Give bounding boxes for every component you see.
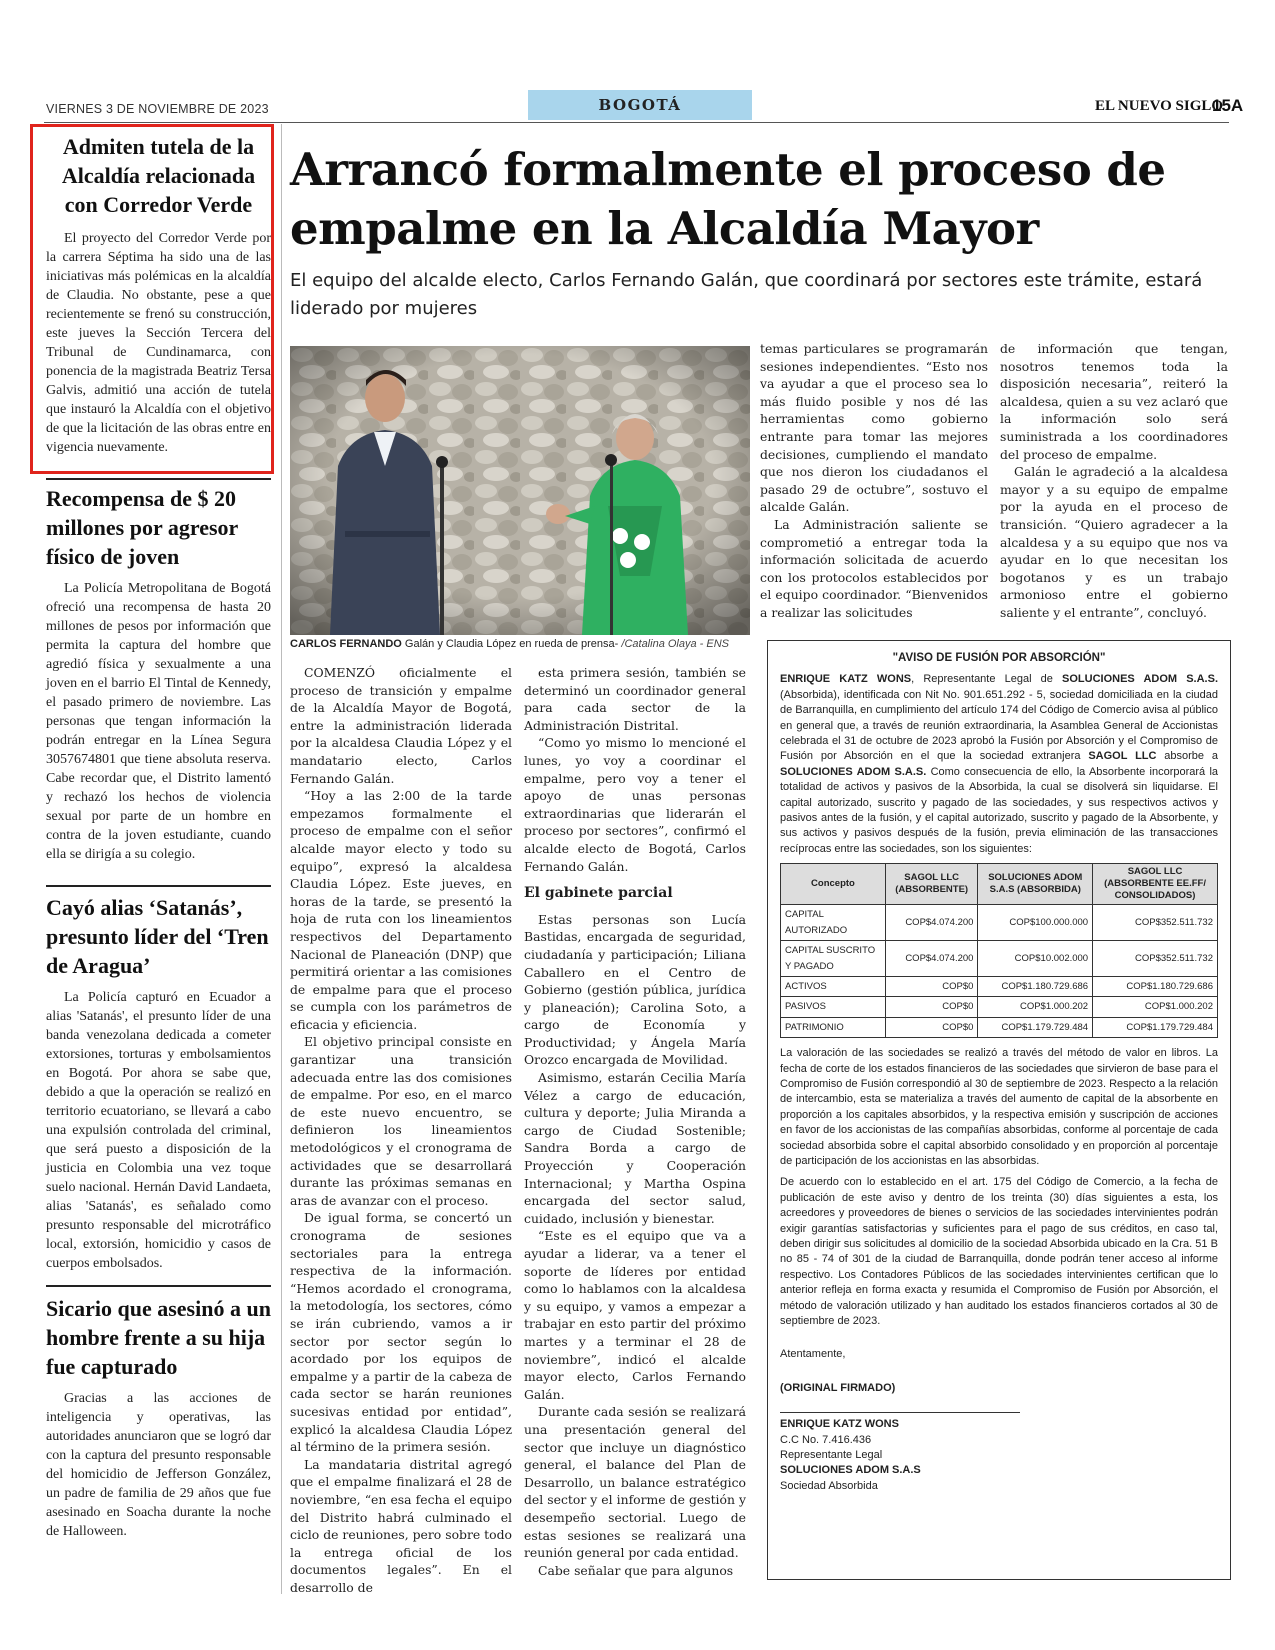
notice-name: ENRIQUE KATZ WONS (780, 673, 912, 686)
paragraph: “Como yo mismo lo mencioné el lunes, yo voy a coordinar el empalme, pero voy a tener el apoyo de unas personas extraordinarias que liderarán el proceso por sectores”, confirmó el alcalde electo de Bogotá, Carlos Fernando Galán. (524, 735, 746, 874)
notice-title: "AVISO DE FUSIÓN POR ABSORCIÓN" (892, 652, 1106, 664)
photo-illustration (290, 346, 750, 635)
signer-company-role: Sociedad Absorbida (780, 1479, 878, 1492)
table-cell: PASIVOS (781, 997, 886, 1017)
table-header: SAGOL LLC (ABSORBENTE) (885, 864, 978, 905)
article-photo (290, 346, 750, 635)
notice-intro (780, 672, 1218, 857)
brief-title: Sicario que asesinó a un hombre frente a su hija fue capturado (46, 1296, 271, 1379)
header-rule (44, 122, 1229, 123)
paragraph: Cabe señalar que para algunos (538, 1562, 734, 1578)
brief-3 (46, 893, 271, 1273)
signer-role: Representante Legal (780, 1449, 883, 1462)
table-row (781, 997, 1218, 1017)
subheadline: El equipo del alcalde electo, Carlos Fernando Galán, que coordinará por sectores este trámite, estará liderado por mujeres (290, 270, 1203, 319)
paragraph: de información que tengan, nosotros tenemos toda la disposición necesaria”, reiteró la alcaldesa, quien a su vez aclaró que la información solo será suministrada a los coordinadores del proceso de empalme. (1000, 341, 1228, 462)
table-cell: CAPITAL AUTORIZADO (781, 905, 886, 941)
table-row (781, 905, 1218, 941)
table-cell: COP$1.180.729.686 (1093, 976, 1218, 996)
signature-line (780, 1412, 1020, 1413)
divider (46, 1285, 271, 1287)
table-cell: COP$1.000.202 (1093, 997, 1218, 1017)
article-column-1 (290, 664, 512, 1596)
page-number: 15A (1212, 96, 1244, 115)
article-column-2 (524, 664, 746, 1579)
table-cell: COP$0 (885, 997, 978, 1017)
brief-body: Gracias a las acciones de inteligencia y operativas, las autoridades anunciaron que se logró dar con la captura del presunto responsable del homicidio de Jefferson González, un padre de familia de 29 años que fue asesinado en Soacha durante la noche de Halloween. (46, 1391, 271, 1539)
table-cell: COP$1.180.729.686 (978, 976, 1093, 996)
paragraph: La mandataria distrital agregó que el empalme finalizará el 28 de noviembre, “en esa fecha el equipo del Distrito habrá culminado el ciclo de reuniones, pero sobre todo la entrega oficial de los documentos legales”. En el desarrollo de (290, 1456, 512, 1595)
table-row (781, 1017, 1218, 1037)
masthead: EL NUEVO SIGLO (1095, 98, 1224, 114)
table-header: SOLUCIONES ADOM S.A.S (ABSORBIDA) (978, 864, 1093, 905)
table-header-row (781, 864, 1218, 905)
signature-block (780, 1347, 1218, 1494)
table-cell: COP$4.074.200 (885, 905, 978, 941)
table-cell: COP$10.002.000 (978, 941, 1093, 977)
table-header: SAGOL LLC (ABSORBENTE EE.FF/ CONSOLIDADOS) (1093, 864, 1218, 905)
notice-text: , Representante Legal de (911, 673, 1063, 686)
brief-body: La Policía capturó en Ecuador a alias 'Satanás', el presunto líder de una banda venezolana dedicada a cometer extorsiones, torturas y embolsamientos en Bogotá. Por ahora se sabe que, debido a que la operación se realizó en territorio ecuatoriano, se llevará a cabo una expulsión controlada del criminal, que será puesto a disposición de la justicia en Colombia una vez toque suelo nacional. Hernán David Landaeta, alias 'Satanás', es señalado como presunto responsable del microtráfico local, extorsión, homicidio y casos de cuerpos embolsados. (46, 990, 271, 1271)
notice-company: SOLUCIONES ADOM S.A.S. (1062, 673, 1219, 686)
paragraph: Asimismo, estarán Cecilia María Vélez a cargo de educación, cultura y deporte; Julia Miranda a cargo de Ciudad Sostenible; Sandra Borda a cargo de Proyección y Cooperación Internacional; y Martha Ospina encargada del sector salud, cuidado, inclusión y bienestar. (524, 1070, 746, 1226)
issue-date: VIERNES 3 DE NOVIEMBRE DE 2023 (46, 102, 269, 116)
divider (46, 478, 271, 480)
table-cell: COP$0 (885, 1017, 978, 1037)
legal-notice (767, 640, 1231, 1580)
brief-title: Cayó alias ‘Satanás’, presunto líder del ‘Tren de Aragua’ (46, 895, 269, 978)
brief-title: Admiten tutela de la Alcaldía relacionada con Corredor Verde (61, 134, 256, 217)
fusion-table (780, 863, 1218, 1038)
notice-paragraph: De acuerdo con lo establecido en el art. 175 del Código de Comercio, a la fecha de publicación de este aviso y dentro de los treinta (30) días siguientes a esta, los acreedores y proveedores de bienes o servicios de las sociedades intervinientes podrán exigir garantías satisfactorias y suficientes para el pago de sus créditos, en caso tal, deben dirigir sus solicitudes al domicilio de la sociedad Absorbida ubicado en la Cra. 51 B no 85 - 74 of 301 de la ciudad de Barranquilla, donde podrán tener acceso al informe respectivo. Los Contadores Públicos de las sociedades intervinientes certifican que lo anterior refleja en forma exacta y resumida el Compromiso de Fusión por Absorción, el método de valoración utilizado y han auditado los estados financieros cortados al 30 de septiembre de 2023. (780, 1176, 1218, 1328)
table-cell: PATRIMONIO (781, 1017, 886, 1037)
headline: Arrancó formalmente el proceso de empalme en la Alcaldía Mayor (290, 143, 1166, 255)
table-cell: COP$352.511.732 (1093, 905, 1218, 941)
table-cell: COP$4.074.200 (885, 941, 978, 977)
paragraph: “Este es el equipo que va a ayudar a liderar, va a tener el soporte de líderes por entidad como lo hablamos con la alcaldesa y su equipo, y vamos a empezar a trabajar en esto partir del próximo martes y a terminar el 28 de noviembre”, indicó el alcalde mayor electo, Carlos Fernando Galán. (524, 1228, 746, 1402)
brief-4 (46, 1294, 271, 1541)
caption-text: Galán y Claudia López en rueda de prensa- (404, 638, 619, 650)
paragraph: esta primera sesión, también se determinó un coordinador general para cada sector de la Administración Distrital. (524, 665, 746, 733)
brief-body: El proyecto del Corredor Verde por la carrera Séptima ha sido una de las iniciativas más polémicas en la alcaldía de Claudia. No obstante, pese a que recientemente se frenó su construcción, este jueves la Sección Tercera del Tribunal de Cundinamarca, con ponencia de la magistrada Beatriz Tersa Galvis, admitió una acción de tutela que instauró la Alcaldía con el objetivo de que la licitación de las obras entre en vigencia nuevamente. (46, 231, 271, 455)
table-row (781, 941, 1218, 977)
paragraph: De igual forma, se concertó un cronograma de sesiones sectoriales para la entrega respectiva de la información. “Hemos acordado el cronograma, la metodología, los sectores, cómo se irán cubriendo, vamos a ir sector por sector según lo acordado por los equipos de empalme y a partir de la cabeza de cada sector se harán reuniones sucesivas entidad por entidad”, explicó la alcaldesa Claudia López al término de la primera sesión. (290, 1210, 512, 1455)
brief-2 (46, 484, 271, 864)
paragraph: El objetivo principal consiste en garantizar una transición adecuada entre las dos comisiones de empalme. Por eso, en el marco de este nuevo encuentro, se definieron los lineamientos metodológicos y el cronograma de actividades que se desarrollará durante las próximas semanas en aras de avanzar con el proceso. (290, 1034, 512, 1208)
table-row (781, 976, 1218, 996)
section-subtitle: El gabinete parcial (524, 885, 673, 902)
signer-company: SOLUCIONES ADOM S.A.S (780, 1464, 921, 1477)
paragraph: Durante cada sesión se realizará una presentación general del sector que incluye un diagnóstico general, el balance del Plan de Desarrollo, un balance estratégico del sector y el informe de gestión y desempeño sectorial. Luego de estas sesiones se realizará una reunión general por cada entidad. (524, 1404, 746, 1561)
table-cell: COP$100.000.000 (978, 905, 1093, 941)
photo-caption (290, 638, 750, 650)
paragraph: “Hoy a las 2:00 de la tarde empezamos formalmente el proceso de empalme con el señor alcalde mayor electo y todo su equipo”, expresó la alcaldesa Claudia López. Este jueves, en horas de la tarde, se presentó la hoja de ruta con los lineamientos respectivos del Departamento Nacional de Planeación (DNP) que permitirá orientar a las comisiones de empalme para que el proceso se cumpla con los parámetros de eficacia y eficiencia. (290, 788, 512, 1032)
table-cell: COP$1.000.202 (978, 997, 1093, 1017)
table-cell: COP$352.511.732 (1093, 941, 1218, 977)
brief-body: La Policía Metropolitana de Bogotá ofreció una recompensa de hasta 20 millones de pesos por información que permita la captura del hombre que agredió física y sexualmente a una joven en el barrio El Tintal de Kennedy, el pasado primero de noviembre. Las personas que tengan información la podrán entregar en la Línea Segura 3057674801 que tiene absoluta reserva. Cabe recordar que, el Distrito lamentó y rechazó los hechos de violencia sexual por parte de un hombre en contra de la joven estudiante, cuando ella se dirigía a su colegio. (46, 581, 271, 862)
signer-name: ENRIQUE KATZ WONS (780, 1418, 899, 1431)
brief-title: Recompensa de $ 20 millones por agresor físico de joven (46, 486, 238, 569)
paragraph: Estas personas son Lucía Bastidas, encargada de seguridad, ciudadanía y participación; Liliana Caballero en el Centro de Gobierno (gestión pública, jurídica y planeación); Carolina Soto, a cargo de Economía y Productividad; y Ángela María Orozco encargada de Movilidad. (524, 911, 746, 1068)
signed-note: (ORIGINAL FIRMADO) (780, 1381, 896, 1394)
closing: Atentamente, (780, 1348, 846, 1361)
table-cell: ACTIVOS (781, 976, 886, 996)
paragraph: COMENZÓ oficialmente el proceso de transición y empalme de la Alcaldía Mayor de Bogotá, entre la administración liderada por la alcaldesa Claudia López y el mandatario electo, Carlos Fernando Galán. (290, 665, 512, 786)
brief-1 (46, 132, 271, 457)
caption-credit: /Catalina Olaya - ENS (621, 638, 729, 650)
notice-text: Como consecuencia de ello, la Absorbente incorporará la totalidad de activos y pasivos de la Absorbida, la cual se disolverá sin liquidarse. El capital autorizado, suscrito y pagado de las sociedades, y sus respectivos activos y pasivos antes de la fusión, y el capital autorizado, suscrito y pagado de la Absorbente, y sus activos y pasivos después de la fusión, previa eliminación de las transacciones recíprocas entre las sociedades, son los siguientes: (780, 765, 1218, 855)
article-column-4 (1000, 340, 1228, 622)
section-label: BOGOTÁ (528, 90, 752, 120)
caption-bold: CARLOS FERNANDO (290, 638, 402, 650)
paragraph: Galán le agradeció a la alcaldesa mayor y a su equipo de empalme por la ayuda en el proceso de transición. “Quiero agradecer a la alcaldesa y a su equipo que nos va ayudar en lo que necesitan los bogotanos y es un trabajo armonioso entre el gobierno saliente y el entrante”, concluyó. (1000, 464, 1228, 620)
paragraph: temas particulares se programarán sesiones independientes. “Esto nos va ayudar a que el proceso sea lo más fluido posible y nos dé las herramientas como gobierno entrante para tomar las mejores decisiones, cumpliendo el mandato que nos dieron los ciudadanos el pasado 29 de octubre”, sostuvo el alcalde Galán. (760, 341, 988, 515)
table-header: Concepto (781, 864, 886, 905)
table-cell: COP$1.179.729.484 (1093, 1017, 1218, 1037)
table-cell: COP$0 (885, 976, 978, 996)
signer-id: C.C No. 7.416.436 (780, 1433, 872, 1446)
notice-text: (Absorbida), identificada con Nit No. 901.651.292 - 5, sociedad domiciliada en la ciudad de Barranquilla, en cumplimiento del artículo 174 del Código de Comercio avisa al público en general que, a través de reunión extraordinaria, la Asamblea General de Accionistas celebrada el 31 de octubre de 2023 aprobó la Fusión por Absorción y el Compromiso de Fusión por Absorción en el que la sociedad extranjera (780, 688, 1218, 763)
paragraph: La Administración saliente se comprometió a entregar toda la información solicitada de acuerdo con los protocolos establecidos por el equipo coordinador. “Bienvenidos a realizar las solicitudes (760, 516, 988, 620)
table-cell: COP$1.179.729.484 (978, 1017, 1093, 1037)
notice-text: absorbe a (1164, 750, 1218, 763)
notice-company: SOLUCIONES ADOM S.A.S. (780, 765, 927, 778)
table-cell: CAPITAL SUSCRITO Y PAGADO (781, 941, 886, 977)
article-column-3 (760, 340, 988, 622)
divider (46, 885, 271, 887)
notice-sagol: SAGOL LLC (1088, 750, 1157, 763)
column-separator (281, 124, 282, 1594)
notice-paragraph: La valoración de las sociedades se realizó a través del método de valor en libros. La fecha de corte de los estados financieros de las sociedades que sirvieron de base para el Compromiso de Fusión correspondió al 30 de septiembre de 2023. Respecto a la relación de intercambio, esta se materializa a través del aumento de capital de la absorbente en proporción a los capitales absorbidos, y la respectiva emisión y suscripción de acciones en favor de los accionistas de las compañías absorbidas, conforme al porcentaje de cada sociedad absorbida sobre el capital absorbido consolidado y en proporción al porcentaje de participación de los accionistas en las absorbidas. (780, 1047, 1218, 1167)
